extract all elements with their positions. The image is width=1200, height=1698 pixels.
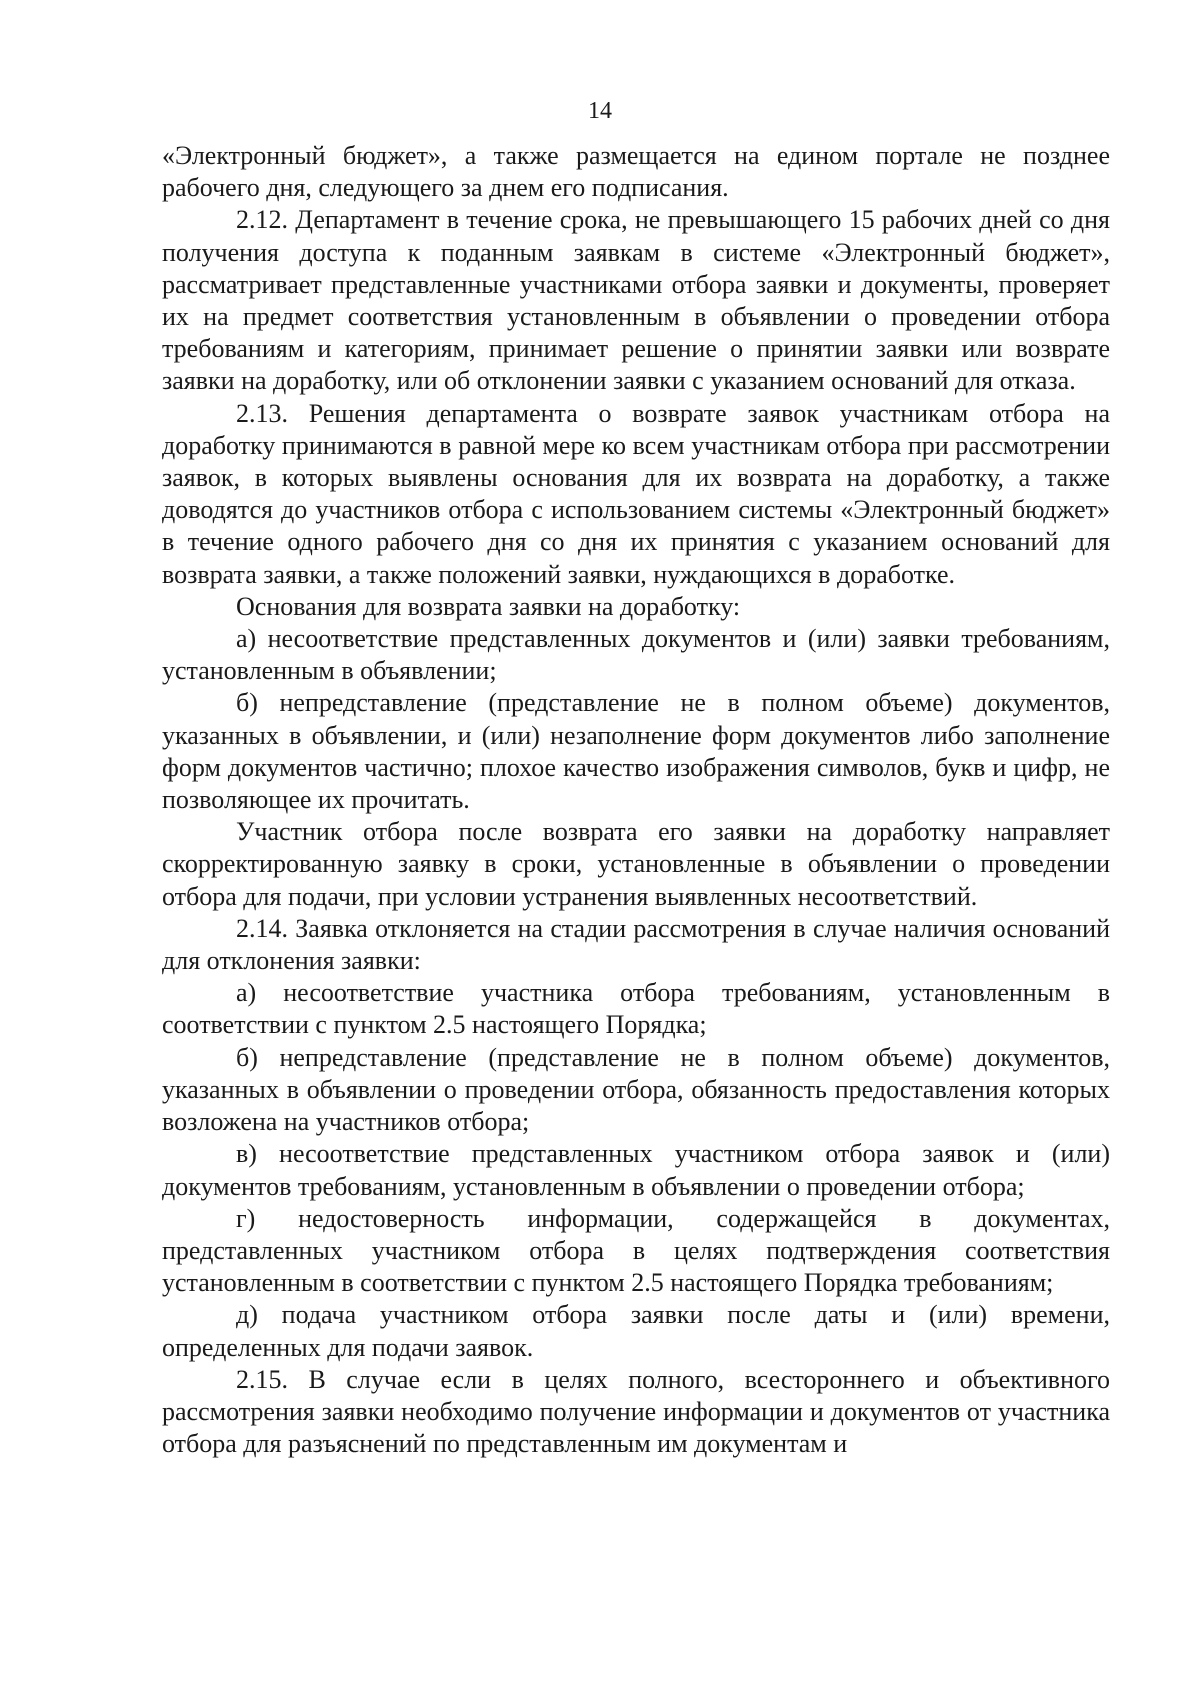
paragraph: Основания для возврата заявки на доработку: bbox=[236, 591, 741, 621]
paragraph: в) несоответствие представленных участником отбора заявок и (или) документов требованиям, установленным в объявлении о проведении отбора; bbox=[162, 1139, 1110, 1201]
paragraph: б) непредставление (представление не в полном объеме) документов, указанных в объявлении, и (или) незаполнение форм документов либо заполнение форм документов частично; плохое качество изображения символов, букв и цифр, не позволяющее их прочитать. bbox=[162, 688, 1110, 815]
paragraph: а) несоответствие участника отбора требованиям, установленным в соответствии с пунктом 2.5 настоящего Порядка; bbox=[162, 978, 1110, 1040]
paragraph: 2.14. Заявка отклоняется на стадии рассмотрения в случае наличия оснований для отклонения заявки: bbox=[162, 913, 1110, 976]
paragraph: «Электронный бюджет», а также размещается на едином портале не позднее рабочего дня, следующего за днем его подписания. bbox=[162, 141, 1110, 203]
paragraph: д) подача участником отбора заявки после даты и (или) времени, определенных для подачи заявок. bbox=[162, 1300, 1110, 1362]
paragraph: б) непредставление (представление не в полном объеме) документов, указанных в объявлении о проведении отбора, обязанность предоставления которых возложена на участников отбора; bbox=[162, 1042, 1110, 1137]
paragraph: 2.13. Решения департамента о возврате заявок участникам отбора на доработку принимаются в равной мере ко всем участникам отбора при рассмотрении заявок, в которых выявлены основания для их возврата на доработку, а также доводятся до участников отбора с использованием системы «Электронный бюджет» в течение одного рабочего дня со дня их принятия с указанием оснований для возврата заявки, а также положений заявки, нуждающихся в доработке. bbox=[162, 398, 1110, 589]
paragraph: г) недостоверность информации, содержащейся в документах, представленных участником отбора в целях подтверждения соответствия установленным в соответствии с пунктом 2.5 настоящего Порядка требованиям; bbox=[162, 1203, 1110, 1298]
paragraph: Участник отбора после возврата его заявки на доработку направляет скорректированную заявку в сроки, установленные в объявлении о проведении отбора для подачи, при условии устранения выявленных несоответствий. bbox=[162, 817, 1110, 911]
document-body bbox=[162, 140, 1110, 1460]
page-number: 14 bbox=[588, 98, 612, 124]
paragraph: 2.15. В случае если в целях полного, всестороннего и объективного рассмотрения заявки необходимо получение информации и документов от участника отбора для разъяснений по представленным им документам и bbox=[162, 1364, 1110, 1459]
paragraph: а) несоответствие представленных документов и (или) заявки требованиям, установленным в объявлении; bbox=[162, 624, 1110, 686]
paragraph: 2.12. Департамент в течение срока, не превышающего 15 рабочих дней со дня получения доступа к поданным заявкам в системе «Электронный бюджет», рассматривает представленные участниками отбора заявки и документы, проверяет их на предмет соответствия установленным в объявлении о проведении отбора требованиям и категориям, принимает решение о принятии заявки или возврате заявки на доработку, или об отклонении заявки с указанием оснований для отказа. bbox=[162, 205, 1110, 396]
